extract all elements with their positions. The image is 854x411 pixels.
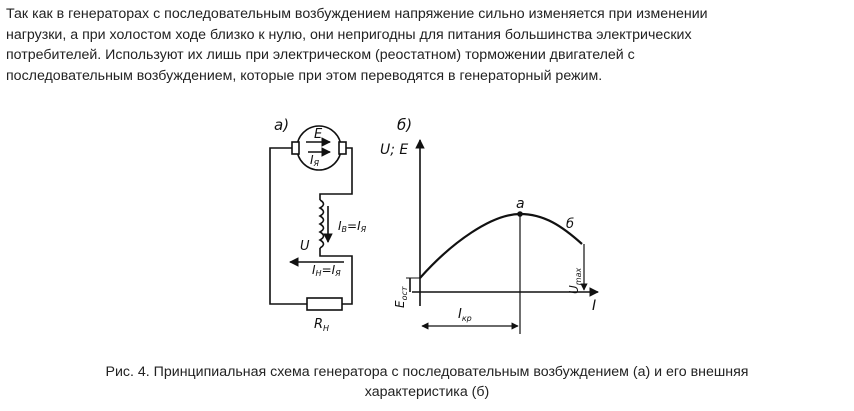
resistor-sub: Н	[323, 324, 330, 333]
figure-caption-line-2: характеристика (б)	[364, 384, 490, 400]
paragraph-line: Так как в генераторах с последовательным возбуждением напряжение сильно изменяется при изменении	[6, 6, 708, 22]
svg-text:RН	[314, 317, 329, 333]
brush-right	[339, 142, 346, 154]
eost-label: E	[393, 300, 407, 308]
load-current-sub: Н	[315, 269, 322, 278]
body-paragraph	[6, 4, 826, 86]
svg-text:Iкр	[458, 307, 472, 323]
svg-text:Umax	[567, 268, 583, 294]
load-resistor	[307, 298, 342, 310]
paragraph-line: потребителей. Используют их лишь при электрическом (реостатном) торможении двигателей с	[6, 47, 635, 63]
figure-generator-series-excitation	[262, 112, 612, 346]
x-axis-label: I	[592, 298, 597, 314]
field-eq-label: =I	[347, 219, 361, 233]
field-winding-coil	[320, 200, 324, 248]
external-characteristic-graph	[380, 116, 598, 334]
umax-label: U	[567, 285, 581, 294]
svg-text:Eост	[393, 286, 409, 308]
svg-text:IН=IЯ	[312, 263, 341, 278]
point-a-label: а	[516, 196, 525, 212]
wire-left	[270, 148, 307, 304]
armature-current-sub: Я	[313, 159, 320, 168]
voltage-label: U	[300, 239, 310, 254]
paragraph-line: нагрузки, а при холостом ходе близко к нулю, они непригодны для питания большинства электрических	[6, 26, 692, 43]
brush-left	[292, 142, 299, 154]
y-axis-label: U; E	[380, 142, 409, 158]
ikr-label: I	[458, 307, 462, 322]
characteristic-curve	[420, 214, 582, 278]
svg-text:IЯ	[310, 153, 320, 168]
eost-sub: ост	[400, 286, 409, 301]
resistor-label: R	[314, 317, 324, 332]
figure-drawing	[262, 112, 612, 346]
field-current-label: I	[338, 219, 342, 233]
svg-text:IВ=IЯ	[338, 219, 367, 234]
paragraph-line: последовательным возбуждением, которые при этом переводятся в генераторный режим.	[6, 67, 603, 84]
armature-current-label: I	[310, 153, 314, 167]
figure-caption-line-1: Рис. 4. Принципиальная схема генератора с последовательным возбуждением (а) и его внешняя	[105, 364, 749, 380]
field-current-sub: В	[341, 225, 348, 234]
umax-sub: max	[574, 267, 583, 286]
graph-panel-label: б)	[397, 116, 413, 134]
ikr-sub: кр	[461, 314, 472, 323]
wire-right-top	[320, 148, 352, 200]
circuit-panel-label: а)	[274, 116, 290, 134]
load-current-label: I	[312, 263, 316, 277]
point-a-marker	[517, 211, 523, 217]
field-eq-sub: Я	[360, 225, 367, 234]
emf-label: E	[314, 127, 323, 142]
circuit-diagram	[270, 116, 367, 333]
load-eq-sub: Я	[335, 269, 341, 278]
load-eq-label: =I	[321, 263, 336, 277]
point-b-label: б	[566, 217, 575, 232]
